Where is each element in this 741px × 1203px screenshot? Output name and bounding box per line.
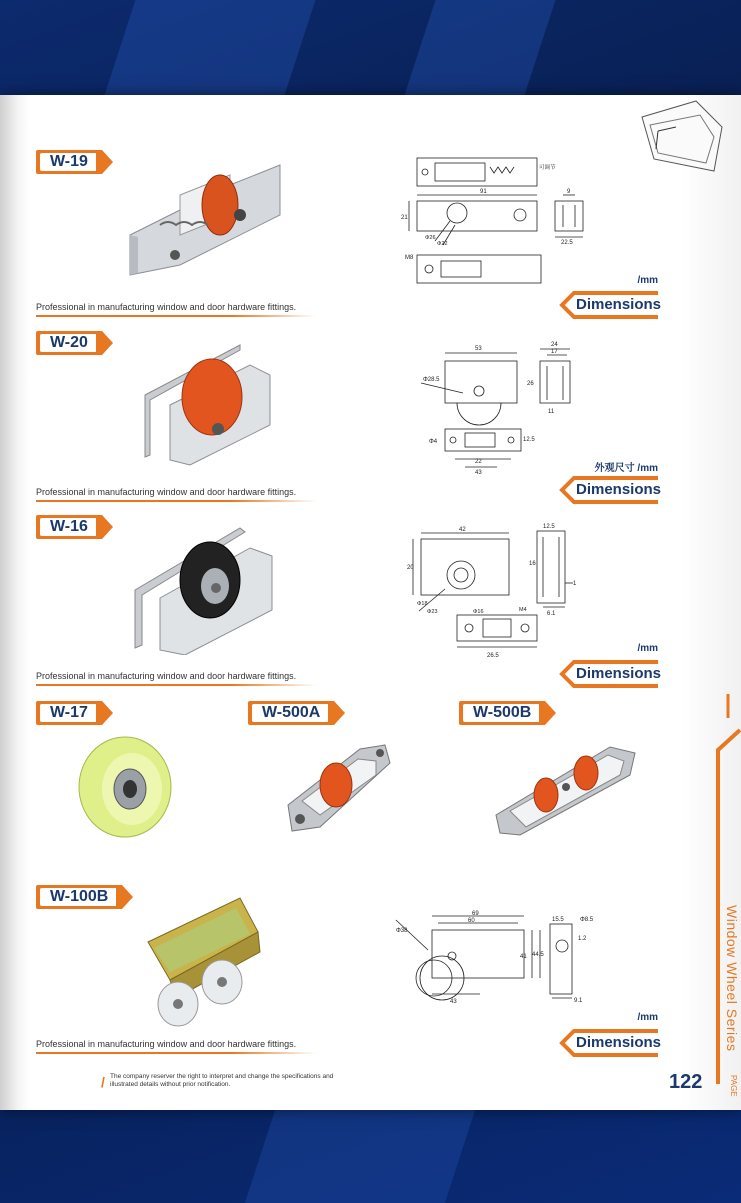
footer-note: The company reserver the right to interpret and change the specifications and illustrated details without prior notification. bbox=[110, 1073, 334, 1088]
dim-label: Φ4 bbox=[429, 439, 438, 445]
dim-label: 43 bbox=[450, 999, 457, 1005]
background-stripe bbox=[105, 0, 316, 95]
product-code: W-17 bbox=[50, 704, 88, 721]
unit-label: 外观尺寸 /mm bbox=[594, 463, 658, 474]
technical-drawing-w16 bbox=[405, 523, 595, 663]
product-code: W-19 bbox=[50, 153, 88, 170]
dim-label: 9.1 bbox=[574, 998, 583, 1004]
product-code: W-500A bbox=[262, 704, 321, 721]
caption-underline bbox=[36, 1052, 316, 1054]
series-title: Window Wheel Series bbox=[724, 905, 740, 1052]
product-tag-w500b bbox=[459, 698, 545, 728]
product-code: W-20 bbox=[50, 334, 88, 351]
product-image-w17 bbox=[70, 733, 180, 843]
dim-label: M8 bbox=[405, 255, 414, 261]
product-caption: Professional in manufacturing window and door hardware fittings. bbox=[36, 487, 297, 497]
product-code: W-100B bbox=[50, 888, 109, 905]
dim-label: Φ23 bbox=[427, 609, 438, 615]
dim-label: 60 bbox=[468, 918, 475, 924]
background-stripe bbox=[245, 1110, 475, 1203]
dim-label: 可调节 bbox=[539, 165, 556, 171]
product-image-w19 bbox=[120, 155, 290, 285]
product-caption: Professional in manufacturing window and door hardware fittings. bbox=[36, 302, 297, 312]
caption-underline bbox=[36, 315, 316, 317]
dim-label: 1.2 bbox=[578, 936, 587, 942]
unit-label: /mm bbox=[637, 643, 658, 654]
product-tag-w20 bbox=[36, 328, 102, 358]
technical-drawing-w100b bbox=[392, 910, 612, 1010]
product-image-w20 bbox=[140, 335, 280, 475]
dim-label: 24 bbox=[551, 342, 558, 348]
caption-underline bbox=[36, 684, 316, 686]
page-number: 122 bbox=[669, 1071, 703, 1093]
dim-label: 9 bbox=[567, 189, 571, 195]
dim-label: 22 bbox=[475, 459, 482, 465]
dim-label: 20 bbox=[407, 565, 414, 571]
dim-label: 1 bbox=[573, 581, 577, 587]
product-tag-w19 bbox=[36, 147, 102, 177]
product-image-w100b bbox=[140, 892, 275, 1032]
caption-underline bbox=[36, 500, 316, 502]
dimensions-badge bbox=[558, 1028, 662, 1058]
product-image-w500b bbox=[490, 735, 640, 840]
dim-label: 12.5 bbox=[543, 524, 555, 530]
product-caption: Professional in manufacturing window and door hardware fittings. bbox=[36, 1039, 297, 1049]
dim-label: 91 bbox=[480, 189, 487, 195]
product-image-w16 bbox=[130, 520, 280, 655]
product-code: W-16 bbox=[50, 518, 88, 535]
dimensions-label: Dimensions bbox=[576, 665, 662, 682]
dim-label: 69 bbox=[472, 911, 479, 917]
dim-label: 16 bbox=[529, 561, 536, 567]
dim-label: M4 bbox=[519, 607, 527, 613]
product-tag-w500a bbox=[248, 698, 334, 728]
paper-corner-icon bbox=[636, 97, 726, 177]
page-fold-shadow bbox=[0, 95, 30, 1110]
product-image-w500a bbox=[280, 735, 395, 840]
slash-icon: / bbox=[101, 1074, 105, 1090]
dim-label: 21 bbox=[401, 215, 408, 221]
dim-label: 41 bbox=[520, 954, 527, 960]
page-label: PAGE bbox=[729, 1075, 738, 1097]
product-tag-w16 bbox=[36, 512, 102, 542]
dim-label: 43 bbox=[475, 470, 482, 476]
dim-label: 11 bbox=[548, 409, 555, 415]
product-caption: Professional in manufacturing window and door hardware fittings. bbox=[36, 671, 297, 681]
dimensions-label: Dimensions bbox=[576, 1034, 662, 1051]
dim-label: 15.5 bbox=[552, 917, 564, 923]
dim-label: 44.5 bbox=[532, 952, 544, 958]
dimensions-label: Dimensions bbox=[576, 296, 662, 313]
unit-label: /mm bbox=[637, 275, 658, 286]
dim-label: Φ28.5 bbox=[423, 377, 440, 383]
dimensions-badge bbox=[558, 659, 662, 689]
dimensions-badge bbox=[558, 290, 662, 320]
technical-drawing-w19 bbox=[395, 153, 635, 293]
dim-label: Φ26 bbox=[425, 235, 436, 241]
dim-label: 6.1 bbox=[547, 611, 556, 617]
dimensions-badge bbox=[558, 475, 662, 505]
dim-label: 26 bbox=[527, 381, 534, 387]
product-tag-w100b bbox=[36, 882, 122, 912]
product-code: W-500B bbox=[473, 704, 532, 721]
dim-label: 17 bbox=[551, 349, 558, 355]
dim-label: Φ38 bbox=[396, 928, 408, 934]
dimensions-label: Dimensions bbox=[576, 481, 662, 498]
product-tag-w17 bbox=[36, 698, 102, 728]
dim-label: Φ16 bbox=[473, 609, 484, 615]
dim-label: 26.5 bbox=[487, 653, 499, 659]
dim-label: 22.5 bbox=[561, 240, 573, 246]
dim-label: Φ8.5 bbox=[580, 917, 594, 923]
dim-label: Φ18 bbox=[417, 601, 428, 607]
unit-label: /mm bbox=[637, 1012, 658, 1023]
dim-label: 12.5 bbox=[523, 437, 535, 443]
background-stripe bbox=[405, 0, 556, 95]
dim-label: 42 bbox=[459, 527, 466, 533]
catalog-page bbox=[0, 95, 741, 1110]
dim-label: Φ22 bbox=[437, 241, 448, 247]
dim-label: 53 bbox=[475, 346, 482, 352]
